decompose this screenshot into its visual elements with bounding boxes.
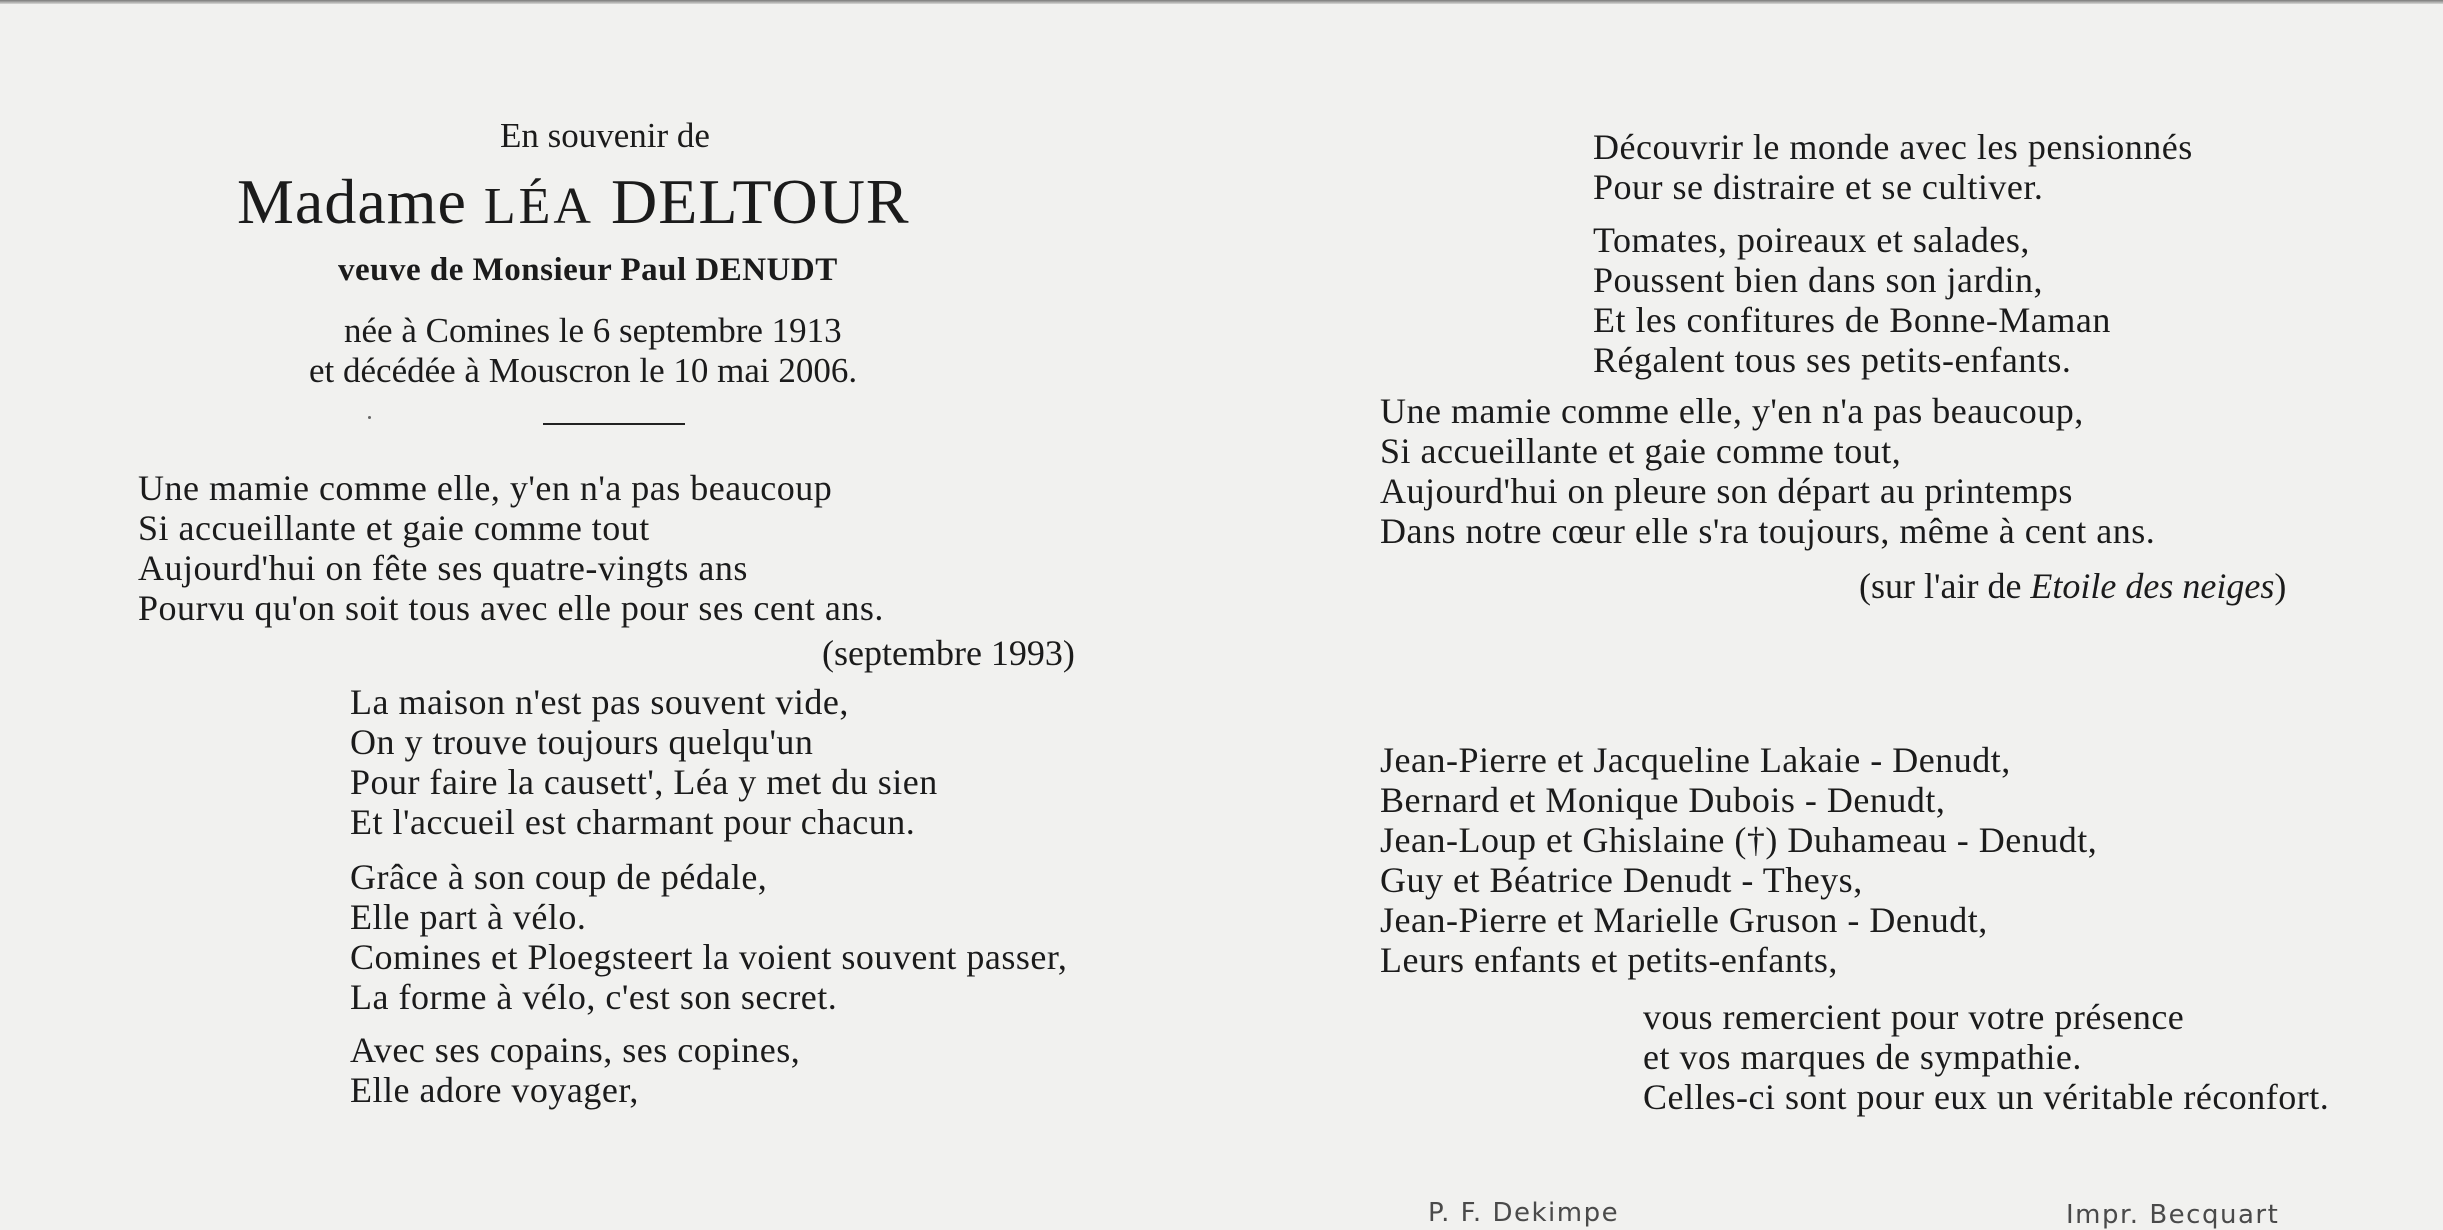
melody-suffix: )	[2274, 566, 2287, 606]
thanks-line: et vos marques de sympathie.	[1643, 1037, 2082, 1077]
poem-line: Tomates, poireaux et salades,	[1593, 220, 2030, 260]
poem-line: Avec ses copains, ses copines,	[350, 1030, 801, 1070]
family-line: Jean-Pierre et Marielle Gruson - Denudt,	[1380, 900, 1988, 940]
deceased-name	[237, 165, 910, 239]
poem-line: Si accueillante et gaie comme tout	[138, 508, 650, 548]
poem-line: Une mamie comme elle, y'en n'a pas beaucoup,	[1380, 391, 2084, 431]
family-line: Jean-Loup et Ghislaine (†) Duhameau - Denudt,	[1380, 820, 2098, 860]
widow-line: veuve de Monsieur Paul DENUDT	[338, 252, 838, 288]
credit-right: Impr. Becquart	[2066, 1200, 2280, 1230]
poem-left-stanza-3	[350, 857, 1067, 1017]
speck-mark	[368, 416, 371, 419]
card-top-edge	[0, 0, 2443, 4]
birth-line: née à Comines le 6 septembre 1913	[344, 311, 842, 350]
poem-line: Et l'accueil est charmant pour chacun.	[350, 802, 916, 842]
credit-left: P. F. Dekimpe	[1428, 1198, 1620, 1228]
death-line: et décédée à Mouscron le 10 mai 2006.	[309, 351, 858, 390]
first-name: LÉA	[483, 178, 594, 235]
name-prefix: Madame	[237, 166, 484, 237]
thanks-message	[1643, 997, 2329, 1117]
family-list	[1380, 740, 2097, 980]
thanks-line: vous remercient pour votre présence	[1643, 997, 2185, 1037]
thanks-line: Celles-ci sont pour eux un véritable réconfort.	[1643, 1077, 2330, 1117]
poem-line: La forme à vélo, c'est son secret.	[350, 977, 838, 1017]
intro-text: En souvenir de	[500, 116, 710, 155]
poem-line: Et les confitures de Bonne-Maman	[1593, 300, 2111, 340]
poem-date-note: (septembre 1993)	[822, 633, 1075, 673]
last-name: DELTOUR	[611, 166, 910, 237]
poem-left-stanza-4	[350, 1030, 800, 1110]
family-line: Leurs enfants et petits-enfants,	[1380, 940, 1838, 980]
poem-line: Elle part à vélo.	[350, 897, 587, 937]
family-line: Jean-Pierre et Jacqueline Lakaie - Denudt,	[1380, 740, 2011, 780]
poem-line: Pour faire la causett', Léa y met du sien	[350, 762, 938, 802]
poem-right-stanza-1	[1593, 127, 2193, 207]
melody-note	[1859, 565, 2286, 607]
poem-line: Dans notre cœur elle s'ra toujours, même à cent ans.	[1380, 511, 2156, 551]
poem-line: Si accueillante et gaie comme tout,	[1380, 431, 1902, 471]
melody-prefix: (sur l'air de	[1859, 566, 2031, 606]
poem-line: Pour se distraire et se cultiver.	[1593, 167, 2044, 207]
poem-right-stanza-2	[1593, 220, 2111, 380]
poem-left-stanza-2	[350, 682, 938, 842]
name-gap	[594, 166, 611, 237]
poem-line: Aujourd'hui on pleure son départ au printemps	[1380, 471, 2073, 511]
poem-line: Elle adore voyager,	[350, 1070, 639, 1110]
melody-title: Etoile des neiges	[2030, 566, 2275, 606]
poem-line: Grâce à son coup de pédale,	[350, 857, 768, 897]
poem-line: On y trouve toujours quelqu'un	[350, 722, 814, 762]
poem-right-stanza-3	[1380, 391, 2155, 551]
poem-line: Aujourd'hui on fête ses quatre-vingts ans	[138, 548, 748, 588]
poem-line: Pourvu qu'on soit tous avec elle pour ses cent ans.	[138, 588, 884, 628]
poem-line: Une mamie comme elle, y'en n'a pas beaucoup	[138, 468, 833, 508]
poem-left-stanza-1	[138, 468, 884, 628]
poem-line: Régalent tous ses petits-enfants.	[1593, 340, 2072, 380]
poem-line: La maison n'est pas souvent vide,	[350, 682, 849, 722]
family-line: Bernard et Monique Dubois - Denudt,	[1380, 780, 1946, 820]
poem-line: Découvrir le monde avec les pensionnés	[1593, 127, 2193, 167]
family-line: Guy et Béatrice Denudt - Theys,	[1380, 860, 1863, 900]
poem-line: Comines et Ploegsteert la voient souvent passer,	[350, 937, 1068, 977]
poem-line: Poussent bien dans son jardin,	[1593, 260, 2043, 300]
divider-rule	[543, 423, 685, 425]
